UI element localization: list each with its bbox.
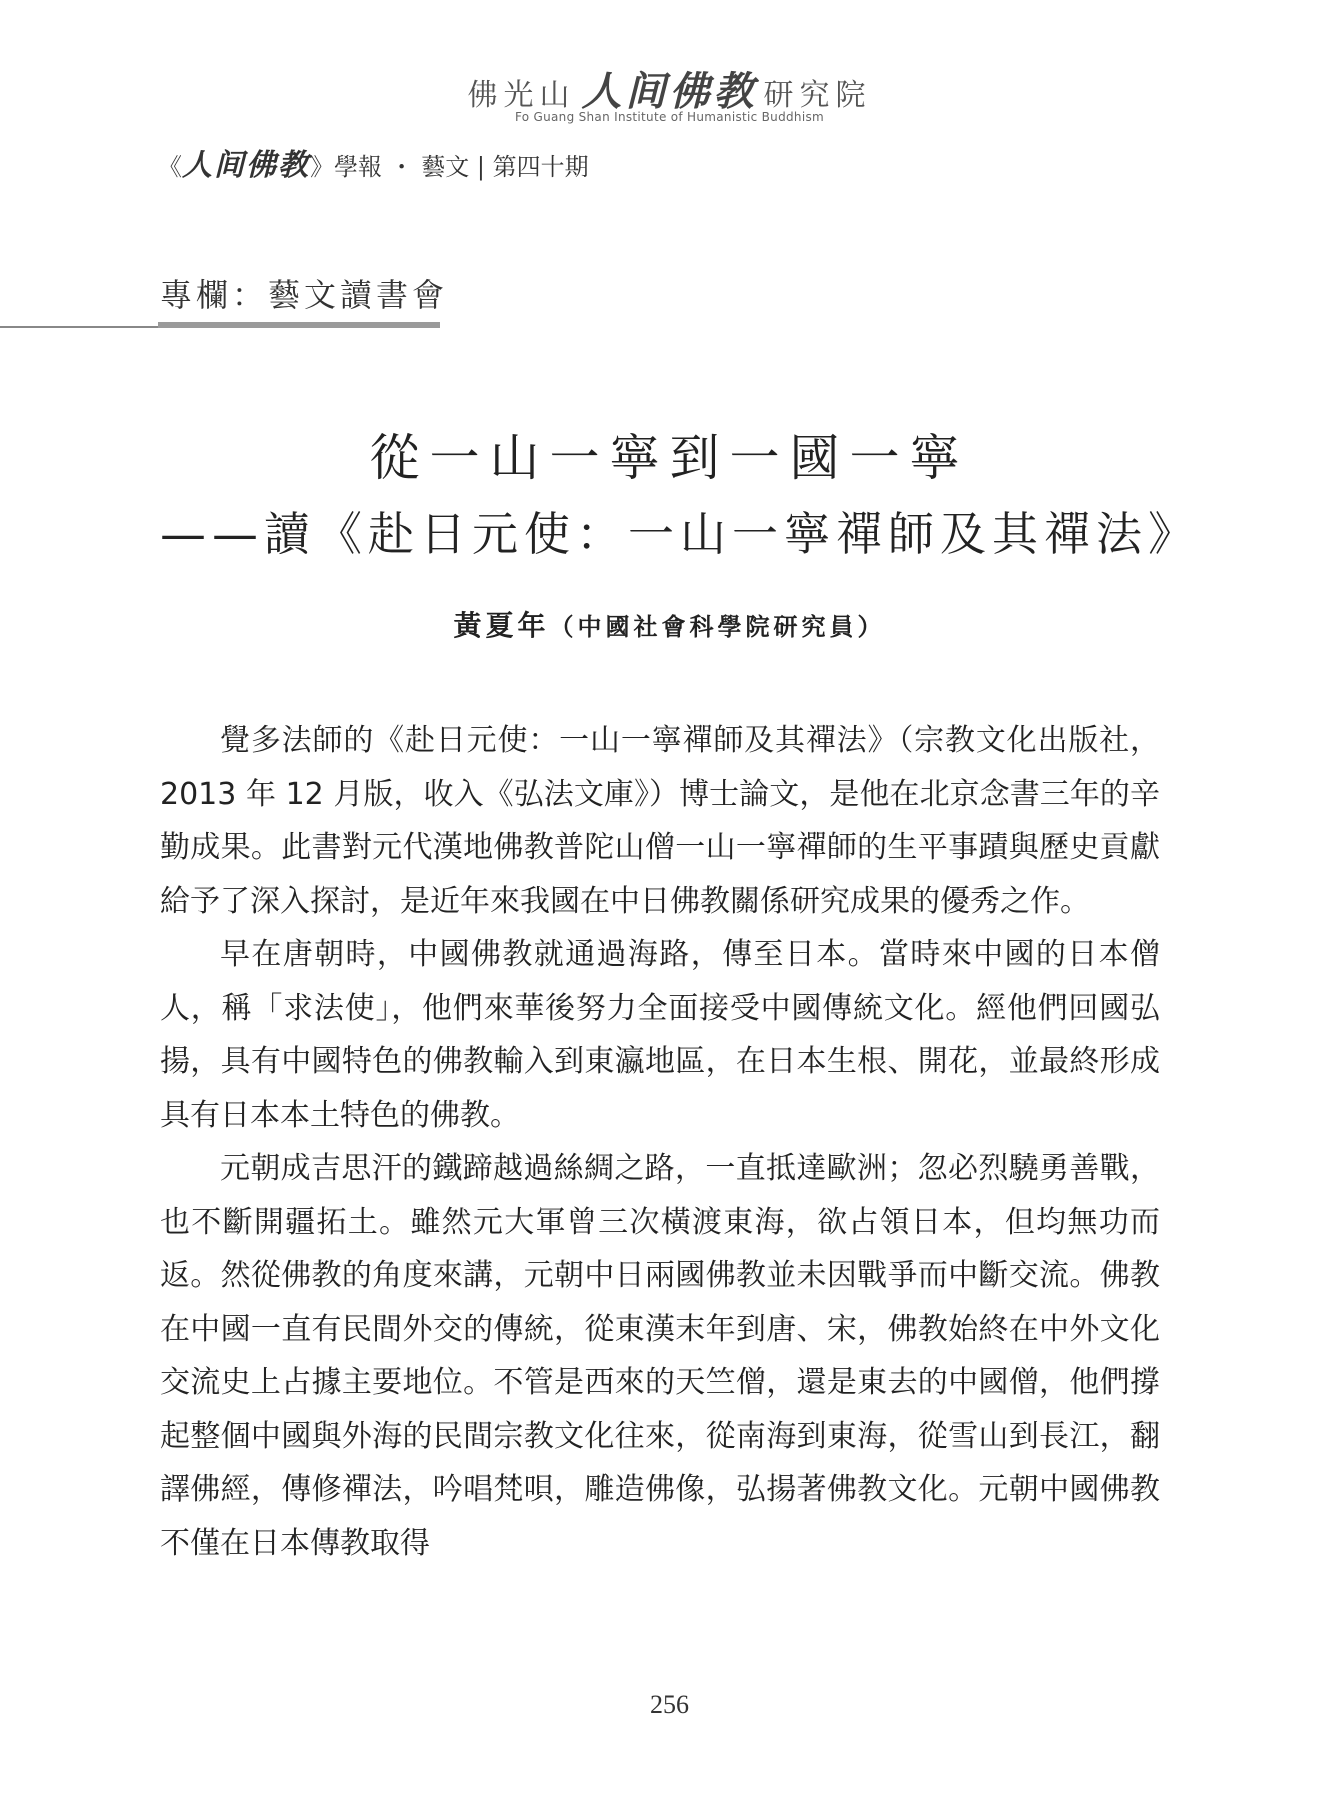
journal-issue-info: 學報 ・ 藝文 | 第四十期 [334, 153, 589, 181]
institute-title [0, 60, 1339, 117]
institute-english-name: Fo Guang Shan Institute of Humanistic Buddhism [514, 110, 825, 124]
article-subtitle: ——讀《赴日元使：一山一寧禪師及其禪法》 [160, 507, 1200, 561]
article-body [160, 714, 1160, 1570]
author-line [0, 604, 1339, 644]
institute-suffix: 研究院 [763, 78, 872, 113]
journal-open-bracket: 《 [158, 153, 182, 181]
author-affiliation: （中國社會科學院研究員） [549, 612, 886, 641]
institute-prefix: 佛光山 [467, 78, 576, 113]
column-label: 專欄：藝文讀書會 [160, 276, 449, 314]
column-underline [158, 322, 440, 328]
author-name: 黃夏年 [453, 609, 550, 642]
journal-close-bracket: 》 [310, 153, 334, 181]
institute-brand-logo: 人间佛教 [581, 68, 758, 115]
page-number: 256 [650, 1690, 689, 1719]
journal-name: 人间佛教 [182, 148, 310, 183]
body-paragraph: 覺多法師的《赴日元使：一山一寧禪師及其禪法》（宗教文化出版社，2013 年 12 月版，收入《弘法文庫》）博士論文，是他在北京念書三年的辛勤成果。此書對元代漢地佛教普陀山僧一山一寧禪師的生平事蹟與歷史貢獻給予了深入探討，是近年來我國在中日佛教關係研究成果的優秀之作。 [160, 723, 1160, 919]
body-paragraph: 元朝成吉思汗的鐵蹄越過絲綢之路，一直抵達歐洲；忽必烈驍勇善戰，也不斷開疆拓土。雖然元大軍曾三次橫渡東海，欲占領日本，但均無功而返。然從佛教的角度來講，元朝中日兩國佛教並未因戰爭而中斷交流。佛教在中國一直有民間外交的傳統，從東漢末年到唐、宋，佛教始終在中外文化交流史上占據主要地位。不管是西來的天竺僧，還是東去的中國僧，他們撐起整個中國與外海的民間宗教文化往來，從南海到東海，從雪山到長江，翻譯佛經，傳修禪法，吟唱梵唄，雕造佛像，弘揚著佛教文化。元朝中國佛教不僅在日本傳教取得 [160, 1151, 1160, 1561]
body-paragraph: 早在唐朝時，中國佛教就通過海路，傳至日本。當時來中國的日本僧人，稱「求法使」，他們來華後努力全面接受中國傳統文化。經他們回國弘揚，具有中國特色的佛教輸入到東瀛地區，在日本生根、開花，並最終形成具有日本本土特色的佛教。 [160, 937, 1160, 1133]
journal-running-head [158, 140, 589, 184]
article-title: 從一山一寧到一國一寧 [369, 429, 970, 487]
